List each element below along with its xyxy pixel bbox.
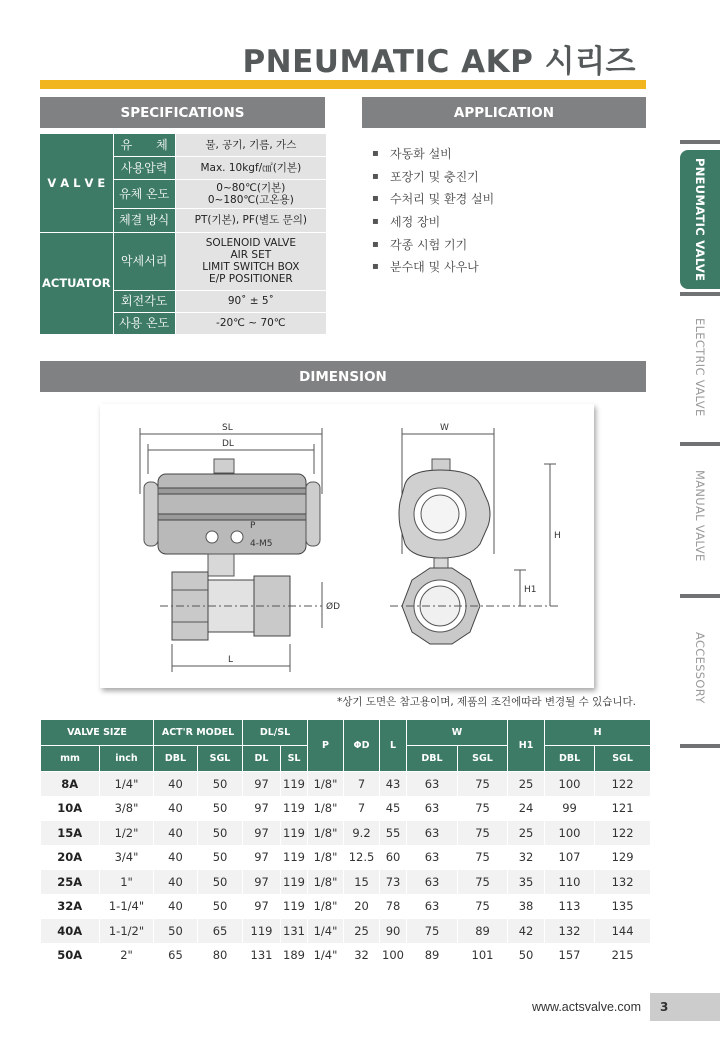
bullet-icon: ▪: [372, 238, 379, 250]
table-cell: 15: [344, 870, 380, 895]
application-list: [372, 142, 494, 278]
spec-value: [175, 232, 326, 290]
col-header: H: [545, 720, 651, 746]
table-cell: 12.5: [344, 845, 380, 870]
table-cell: 131: [281, 919, 308, 944]
drawing-note: *상기 도면은 참고용이며, 제품의 조건에따라 변경될 수 있습니다.: [336, 696, 636, 708]
table-row: [41, 796, 651, 821]
sub-header: DBL: [154, 746, 198, 772]
application-item-text: 분수대 및 사우나: [390, 260, 479, 275]
table-cell: 100: [545, 772, 595, 797]
table-cell: 15A: [41, 821, 100, 846]
footer-url[interactable]: www.actsvalve.com: [531, 1000, 641, 1014]
sl-label: SL: [222, 423, 233, 433]
table-cell: 40: [154, 845, 198, 870]
actuator-shaft: [214, 459, 234, 473]
table-cell: 65: [154, 943, 198, 968]
table-cell: 45: [380, 796, 407, 821]
table-cell: 75: [458, 845, 508, 870]
table-cell: 110: [545, 870, 595, 895]
valve-drawing-svg: [100, 404, 594, 688]
spec-value: 90˚ ± 5˚: [175, 290, 326, 312]
table-cell: 97: [243, 845, 281, 870]
table-cell: 35: [508, 870, 545, 895]
table-cell: 25: [508, 821, 545, 846]
sub-header: SGL: [458, 746, 508, 772]
list-item: [372, 233, 494, 256]
dimension-table: [40, 719, 651, 968]
table-cell: 40A: [41, 919, 100, 944]
specifications-header: SPECIFICATIONS: [40, 97, 325, 128]
col-header: P: [308, 720, 344, 772]
table-cell: 97: [243, 894, 281, 919]
table-cell: 157: [545, 943, 595, 968]
actuator-band: [158, 514, 306, 520]
spec-label: 체결 방식: [113, 208, 175, 232]
table-cell: 32A: [41, 894, 100, 919]
spec-value-line: E/P POSITIONER: [208, 273, 293, 285]
port-circle: [231, 531, 243, 543]
table-cell: 38: [508, 894, 545, 919]
valve-group-label: V A L V E: [40, 134, 113, 232]
side-tab-accessory[interactable]: [680, 632, 720, 722]
application-item-text: 수처리 및 환경 설비: [390, 192, 495, 207]
col-header: H1: [508, 720, 545, 772]
page-title: PNEUMATIC AKP 시리즈: [242, 44, 636, 80]
table-cell: 144: [595, 919, 651, 944]
list-item: [372, 187, 494, 210]
table-cell: 1/4": [308, 919, 344, 944]
table-cell: 132: [595, 870, 651, 895]
spec-value-line: AIR SET: [230, 249, 272, 261]
table-cell: 122: [595, 772, 651, 797]
table-cell: 7: [344, 772, 380, 797]
table-cell: 1/8": [308, 821, 344, 846]
table-cell: 65: [198, 919, 243, 944]
side-divider: [680, 744, 720, 748]
table-cell: 89: [407, 943, 458, 968]
table-cell: 1/8": [308, 796, 344, 821]
bullet-icon: ▪: [372, 193, 379, 205]
table-cell: 113: [545, 894, 595, 919]
col-header: VALVE SIZE: [41, 720, 154, 746]
table-cell: 55: [380, 821, 407, 846]
table-cell: 1/8": [308, 870, 344, 895]
actuator-band: [158, 488, 306, 494]
table-cell: 90: [380, 919, 407, 944]
spec-label: 유 체: [113, 134, 175, 156]
sub-header: SL: [281, 746, 308, 772]
table-cell: 119: [281, 772, 308, 797]
table-cell: 97: [243, 870, 281, 895]
table-cell: 135: [595, 894, 651, 919]
dl-label: DL: [222, 439, 234, 449]
list-item: [372, 210, 494, 233]
table-cell: 89: [458, 919, 508, 944]
table-cell: 25: [508, 772, 545, 797]
table-cell: 50A: [41, 943, 100, 968]
table-cell: 100: [545, 821, 595, 846]
spec-value-line: SOLENOID VALVE: [205, 237, 296, 249]
table-cell: 50: [198, 821, 243, 846]
spec-label: 회전각도: [113, 290, 175, 312]
table-cell: 1-1/4": [100, 894, 154, 919]
table-cell: 75: [407, 919, 458, 944]
table-cell: 25: [344, 919, 380, 944]
table-cell: 50: [198, 870, 243, 895]
table-cell: 131: [243, 943, 281, 968]
table-cell: 50: [198, 796, 243, 821]
table-row: [41, 943, 651, 968]
table-cell: 97: [243, 821, 281, 846]
col-header: W: [407, 720, 508, 746]
table-cell: 63: [407, 821, 458, 846]
side-tab-label: MANUAL VALVE: [693, 470, 707, 562]
table-cell: 1": [100, 870, 154, 895]
table-cell: 1-1/2": [100, 919, 154, 944]
table-cell: 97: [243, 796, 281, 821]
table-row: [41, 772, 651, 797]
table-cell: 3/8": [100, 796, 154, 821]
spec-value-line: LIMIT SWITCH BOX: [202, 261, 300, 273]
table-cell: 119: [281, 796, 308, 821]
table-cell: 1/2": [100, 821, 154, 846]
table-cell: 119: [281, 821, 308, 846]
table-cell: 40: [154, 796, 198, 821]
list-item: [372, 165, 494, 188]
page-number: 3: [650, 993, 720, 1021]
side-tab-label: ELECTRIC VALVE: [693, 318, 707, 417]
spec-value: 물, 공기, 기름, 가스: [175, 134, 326, 156]
table-cell: 75: [458, 796, 508, 821]
spec-label: 사용 온도: [113, 312, 175, 334]
table-cell: 75: [458, 870, 508, 895]
table-cell: 50: [198, 845, 243, 870]
table-cell: 73: [380, 870, 407, 895]
table-cell: 119: [281, 894, 308, 919]
application-item-text: 세정 장비: [390, 214, 441, 229]
bullet-icon: ▪: [372, 170, 379, 182]
table-cell: 97: [243, 772, 281, 797]
h-label: H: [554, 531, 561, 541]
side-tab-electric-valve[interactable]: [680, 318, 720, 430]
table-row: [41, 845, 651, 870]
spec-value-line: 0~80℃(기본): [216, 181, 286, 194]
sub-header: DL: [243, 746, 281, 772]
side-divider: [680, 594, 720, 598]
table-cell: 63: [407, 870, 458, 895]
table-cell: 50: [154, 919, 198, 944]
phid-label: ØD: [326, 602, 341, 612]
table-cell: 10A: [41, 796, 100, 821]
table-cell: 119: [281, 870, 308, 895]
table-cell: 121: [595, 796, 651, 821]
table-cell: 50: [198, 772, 243, 797]
table-row: [41, 821, 651, 846]
side-divider: [680, 140, 720, 144]
col-header: ACT'R MODEL: [154, 720, 243, 746]
sub-header: DBL: [407, 746, 458, 772]
table-cell: 7: [344, 796, 380, 821]
side-divider: [680, 292, 720, 296]
side-tab-pneumatic-valve[interactable]: [680, 158, 720, 282]
spec-label: 악세서리: [113, 232, 175, 290]
sub-header: SGL: [595, 746, 651, 772]
table-cell: 40: [154, 894, 198, 919]
side-tab-manual-valve[interactable]: [680, 470, 720, 580]
spec-label: 사용압력: [113, 156, 175, 179]
table-cell: 101: [458, 943, 508, 968]
p-label: P: [250, 521, 256, 531]
specifications-table: [40, 134, 326, 335]
spec-label: 유체 온도: [113, 179, 175, 208]
table-cell: 50: [508, 943, 545, 968]
table-cell: 20: [344, 894, 380, 919]
table-cell: 75: [458, 821, 508, 846]
table-cell: 1/4": [308, 943, 344, 968]
table-cell: 215: [595, 943, 651, 968]
table-cell: 63: [407, 772, 458, 797]
spec-value: Max. 10kgf/㎠(기본): [175, 156, 326, 179]
table-cell: 63: [407, 845, 458, 870]
h1-label: H1: [524, 585, 537, 595]
table-row: [41, 894, 651, 919]
spec-value-line: 0~180℃(고온용): [207, 193, 294, 206]
l-label: L: [228, 655, 234, 665]
table-cell: 189: [281, 943, 308, 968]
table-cell: 1/4": [100, 772, 154, 797]
dimension-table-body: [41, 772, 651, 968]
table-cell: 99: [545, 796, 595, 821]
spec-value: [175, 179, 326, 208]
table-cell: 42: [508, 919, 545, 944]
list-item: [372, 142, 494, 165]
table-cell: 122: [595, 821, 651, 846]
application-item-text: 자동화 설비: [390, 146, 452, 161]
table-cell: 9.2: [344, 821, 380, 846]
table-cell: 40: [154, 821, 198, 846]
table-cell: 75: [458, 772, 508, 797]
table-cell: 24: [508, 796, 545, 821]
table-cell: 119: [281, 845, 308, 870]
side-port-inner: [421, 495, 459, 533]
table-cell: 32: [508, 845, 545, 870]
side-tab-label: ACCESSORY: [693, 632, 707, 704]
table-cell: 1/8": [308, 894, 344, 919]
title-accent-bar: [40, 80, 646, 89]
table-cell: 129: [595, 845, 651, 870]
sub-header: SGL: [198, 746, 243, 772]
actuator-group-label: ACTUATOR: [40, 232, 113, 334]
spec-value: -20℃ ~ 70℃: [175, 312, 326, 334]
table-cell: 50: [198, 894, 243, 919]
dimension-header: DIMENSION: [40, 361, 646, 392]
col-header: ΦD: [344, 720, 380, 772]
table-cell: 100: [380, 943, 407, 968]
bullet-icon: ▪: [372, 261, 379, 273]
w-label: W: [440, 423, 449, 433]
side-tab-label: PNEUMATIC VALVE: [693, 158, 707, 282]
table-cell: 1/8": [308, 845, 344, 870]
table-cell: 25A: [41, 870, 100, 895]
valve-neck: [208, 554, 234, 576]
table-cell: 63: [407, 894, 458, 919]
table-cell: 32: [344, 943, 380, 968]
application-header: APPLICATION: [362, 97, 646, 128]
sub-header: inch: [100, 746, 154, 772]
bullet-icon: ▪: [372, 215, 379, 227]
table-cell: 75: [458, 894, 508, 919]
table-cell: 78: [380, 894, 407, 919]
bullet-icon: ▪: [372, 147, 379, 159]
table-cell: 60: [380, 845, 407, 870]
col-header: DL/SL: [243, 720, 308, 746]
list-item: [372, 255, 494, 278]
table-cell: 132: [545, 919, 595, 944]
table-cell: 63: [407, 796, 458, 821]
spec-value: PT(기본), PF(별도 문의): [175, 208, 326, 232]
table-cell: 20A: [41, 845, 100, 870]
table-cell: 2": [100, 943, 154, 968]
table-cell: 43: [380, 772, 407, 797]
side-divider: [680, 442, 720, 446]
application-item-text: 각종 시험 기기: [390, 237, 468, 252]
col-header: L: [380, 720, 407, 772]
table-cell: 40: [154, 870, 198, 895]
table-cell: 107: [545, 845, 595, 870]
table-cell: 8A: [41, 772, 100, 797]
table-cell: 119: [243, 919, 281, 944]
table-cell: 1/8": [308, 772, 344, 797]
table-row: [41, 919, 651, 944]
m5-label: 4-M5: [250, 539, 273, 549]
dimension-drawing: [100, 404, 594, 688]
end-cap-right: [306, 482, 320, 546]
table-cell: 80: [198, 943, 243, 968]
end-cap-left: [144, 482, 158, 546]
table-row: [41, 870, 651, 895]
table-cell: 40: [154, 772, 198, 797]
application-item-text: 포장기 및 충진기: [390, 169, 479, 184]
sub-header: mm: [41, 746, 100, 772]
port-circle: [206, 531, 218, 543]
sub-header: DBL: [545, 746, 595, 772]
table-cell: 3/4": [100, 845, 154, 870]
